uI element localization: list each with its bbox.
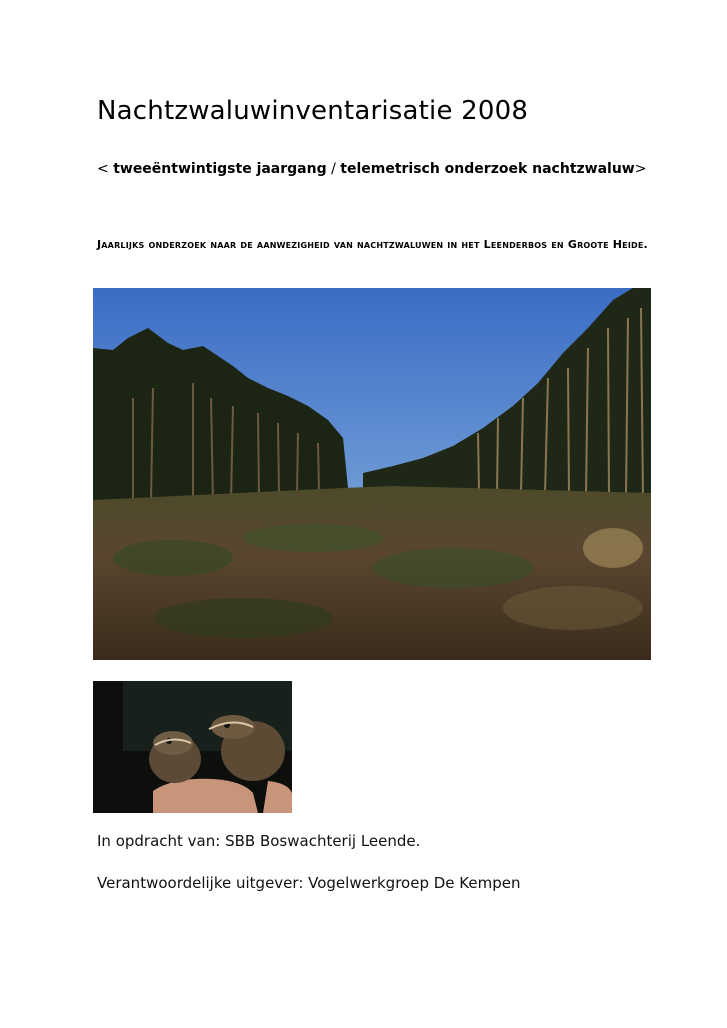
- forest-clearing-photo: [93, 288, 651, 660]
- publisher: Verantwoordelijke uitgever: Vogelwerkgroep De Kempen: [97, 874, 521, 892]
- nightjar-chicks-photo: [93, 681, 292, 813]
- commissioned-by: In opdracht van: SBB Boswachterij Leende.: [97, 832, 421, 850]
- page-title: Nachtzwaluwinventarisatie 2008: [97, 96, 529, 126]
- summary-text: Jaarlijks onderzoek naar de aanwezigheid van nachtzwaluwen in het Leenderbos en Groote Heide.: [97, 238, 648, 251]
- subtitle-separator: /: [326, 161, 341, 177]
- subtitle-topic: telemetrisch onderzoek nachtzwaluw: [340, 161, 635, 177]
- subtitle-open-bracket: <: [97, 161, 114, 177]
- subtitle-close-bracket: >: [634, 161, 647, 177]
- subtitle: [97, 161, 646, 177]
- subtitle-year: tweeëntwintigste jaargang: [113, 161, 327, 177]
